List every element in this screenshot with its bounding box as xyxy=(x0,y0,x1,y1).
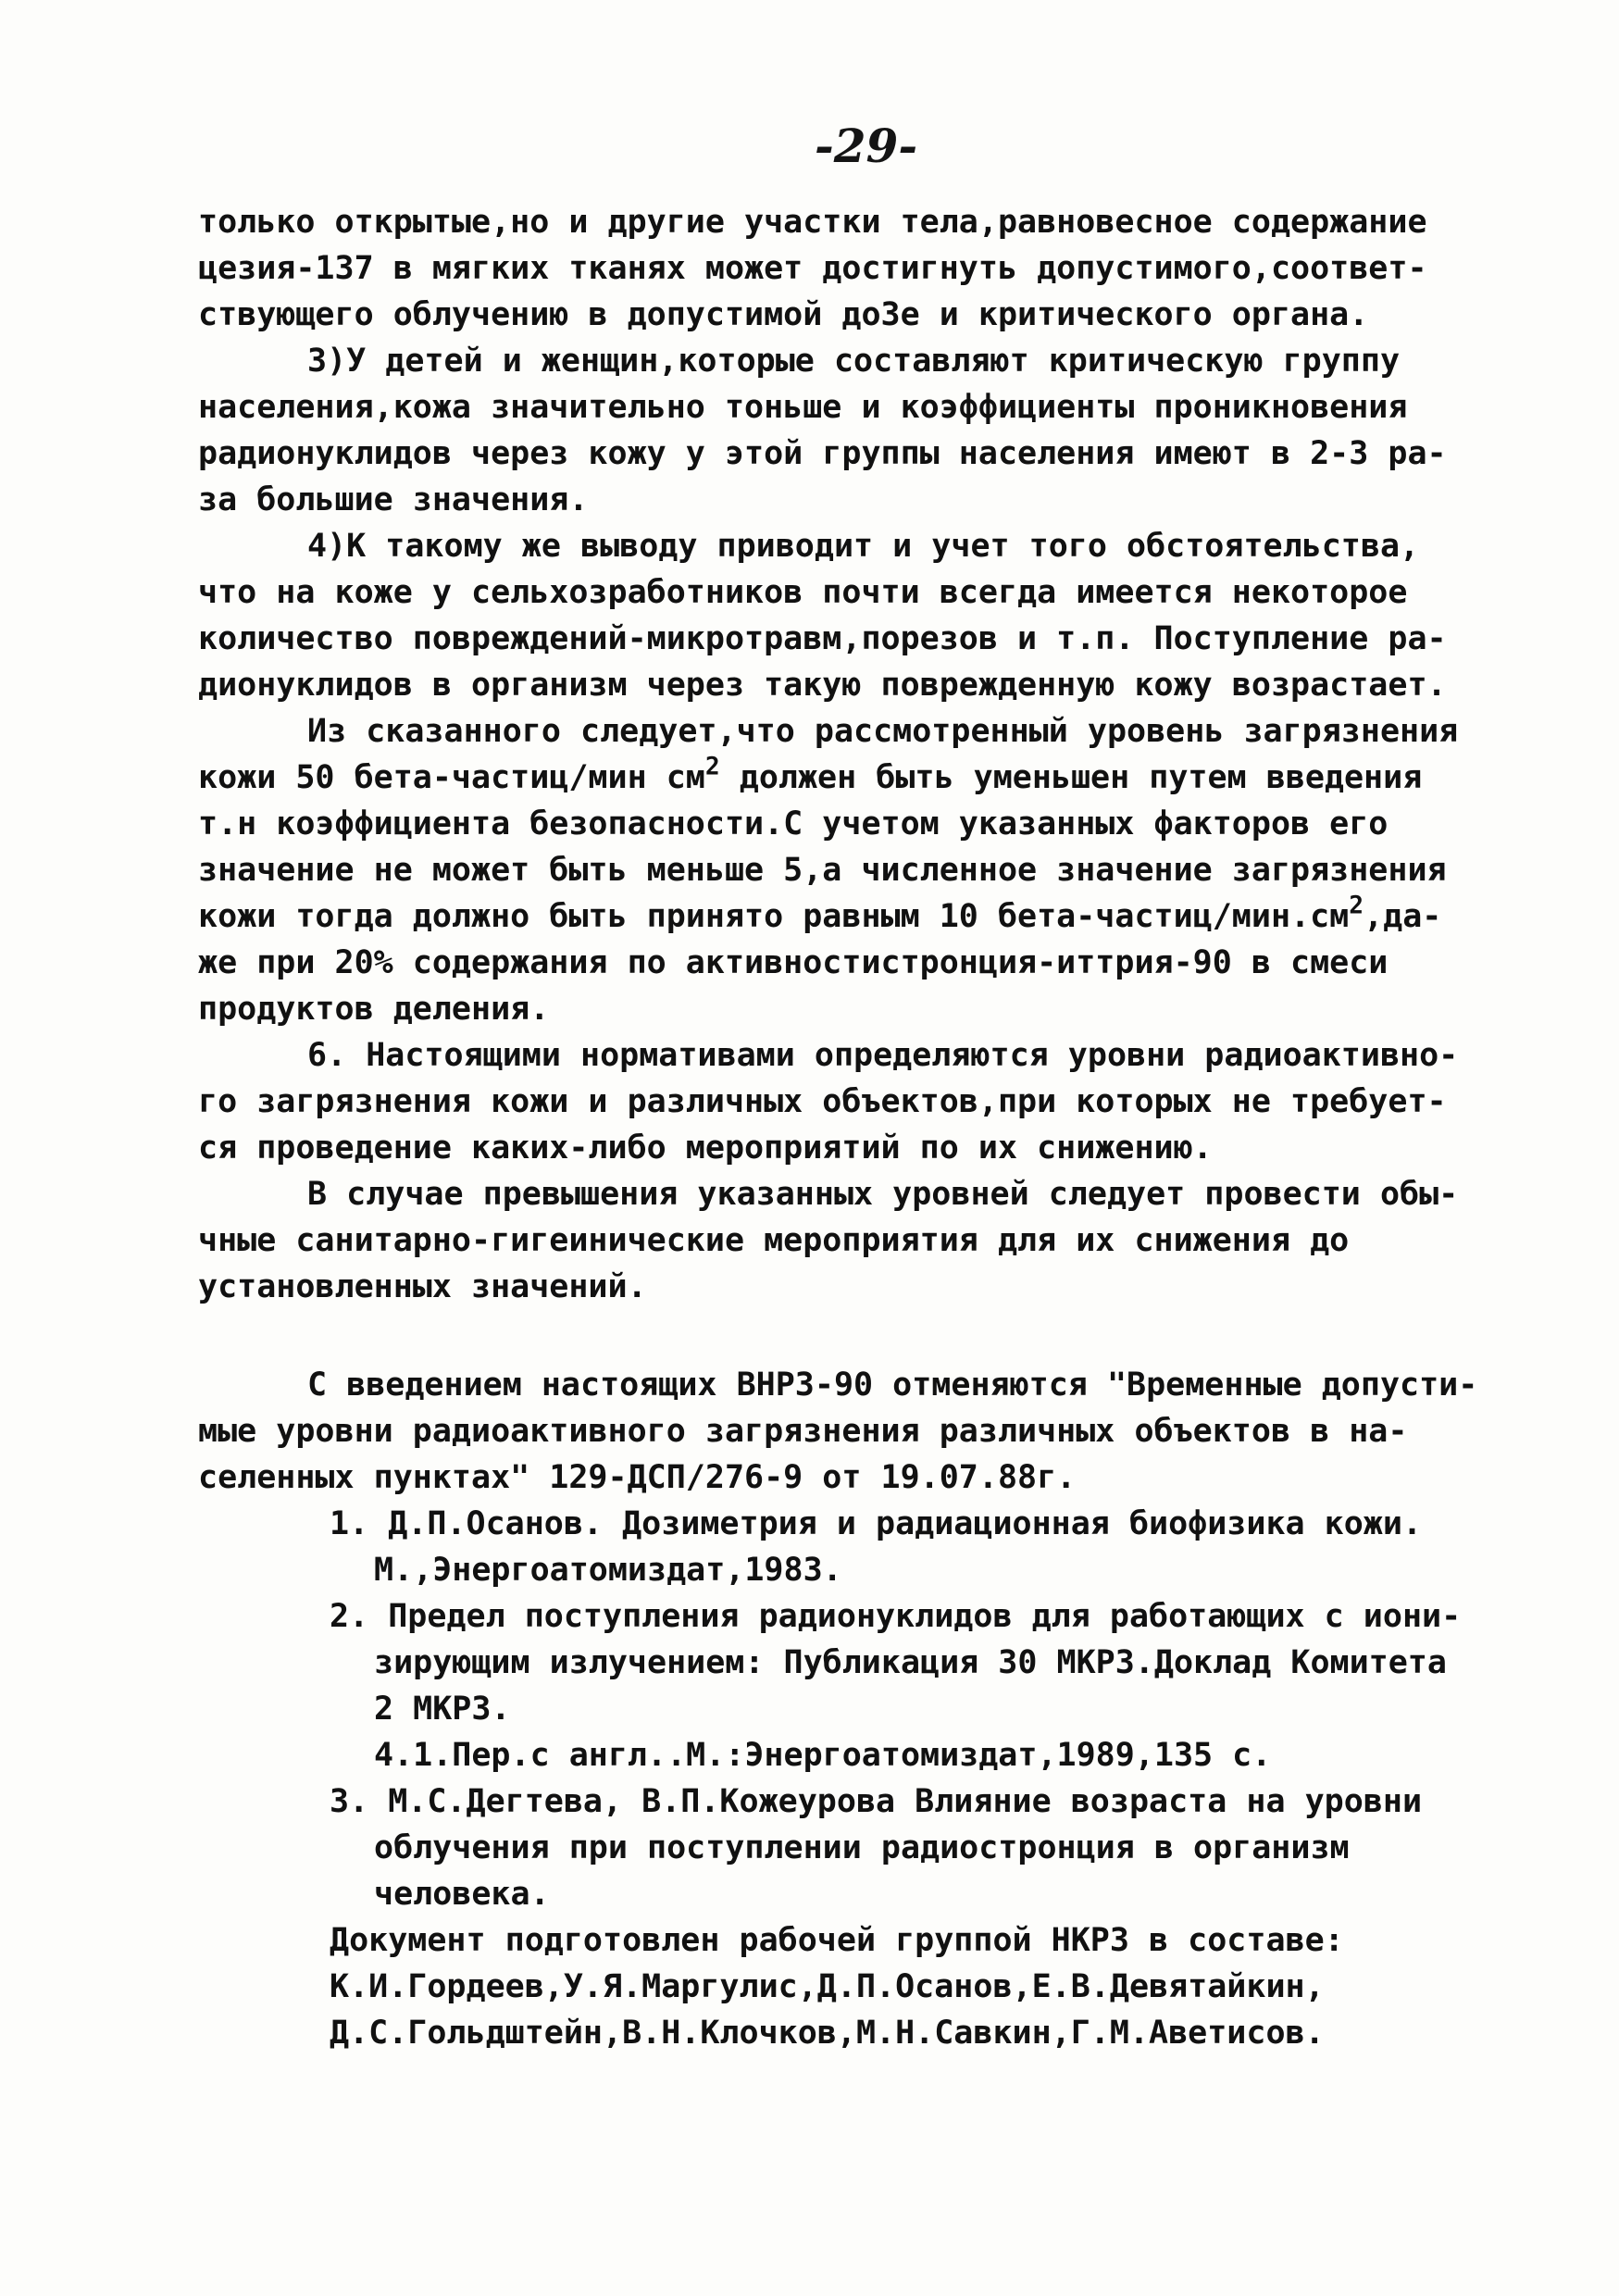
text-line xyxy=(198,755,1438,801)
paragraph-gap xyxy=(198,1310,1438,1362)
reference-item: 2. Предел поступления радионуклидов для работающих с иони- xyxy=(330,1598,1462,1635)
reference-item: 1. Д.П.Осанов. Дозиметрия и радиационная биофизика кожи. xyxy=(330,1505,1423,1542)
text-line: продуктов деления. xyxy=(198,991,550,1028)
text-line: установленных значений. xyxy=(198,1268,647,1305)
text-segment: ,да- xyxy=(1364,898,1442,935)
text-line: чные санитарно-гигеинические мероприятия для их снижения до xyxy=(198,1222,1350,1259)
text-line: количество повреждений-микротравм,порезов и т.п. Поступление ра- xyxy=(198,620,1447,657)
page-number: -29- xyxy=(815,119,918,173)
text-segment: кожи тогда должно быть принято равным 10 бета-частиц/мин.см xyxy=(198,898,1350,935)
text-line xyxy=(198,892,1442,940)
text-line: Документ подготовлен рабочей группой НКРЗ в составе: xyxy=(330,1922,1344,1959)
reference-item: 3. М.С.Дегтева, В.П.Кожеурова Влияние возраста на уровни xyxy=(330,1783,1423,1820)
text-line: значение не может быть меньше 5,а численное значение загрязнения xyxy=(198,852,1447,889)
text-line: В случае превышения указанных уровней следует провести обы- xyxy=(307,1176,1459,1213)
text-line: го загрязнения кожи и различных объектов,при которых не требует- xyxy=(198,1083,1447,1120)
text-line: 4)К такому же выводу приводит и учет того обстоятельства, xyxy=(307,528,1420,565)
text-line: за большие значения. xyxy=(198,481,589,518)
text-line: цезия-137 в мягких тканях может достигнуть допустимого,соответ- xyxy=(198,250,1427,287)
text-line: же при 20% содержания по активностистронция-иттрия-90 в смеси xyxy=(198,944,1389,981)
reference-item: облучения при поступлении радиостронция в организм xyxy=(374,1829,1350,1866)
text-line: дионуклидов в организм через такую поврежденную кожу возрастает. xyxy=(198,667,1447,704)
text-line: Из сказанного следует,что рассмотренный уровень загрязнения xyxy=(307,713,1459,750)
superscript: 2 xyxy=(704,753,720,781)
text-line: селенных пунктах" 129-ДСП/276-9 от 19.07.88г. xyxy=(198,1459,1077,1496)
text-line: ствующего облучению в допустимой доЗе и критического органа. xyxy=(198,296,1369,333)
text-line: Д.С.Гольдштейн,В.Н.Клочков,М.Н.Савкин,Г.М.Аветисов. xyxy=(330,2015,1325,2052)
reference-item: зирующим излучением: Публикация 30 МКРЗ.Доклад Комитета xyxy=(374,1644,1447,1681)
text-line: т.н коэффициента безопасности.С учетом указанных факторов его xyxy=(198,805,1389,842)
text-segment: кожи 50 бета-частиц/мин см xyxy=(198,759,705,796)
reference-item: человека. xyxy=(374,1876,550,1913)
text-line: 3)У детей и женщин,которые составляют критическую группу xyxy=(307,343,1401,380)
reference-item: 2 МКРЗ. xyxy=(374,1691,511,1728)
reference-item: М.,Энергоатомиздат,1983. xyxy=(374,1552,842,1589)
text-line: радионуклидов через кожу у этой группы населения имеют в 2-3 ра- xyxy=(198,435,1447,472)
text-line: только открытые,но и другие участки тела,равновесное содержание xyxy=(198,204,1427,241)
text-line: населения,кожа значительно тоньше и коэффициенты проникновения xyxy=(198,389,1408,426)
text-line: К.И.Гордеев,У.Я.Маргулис,Д.П.Осанов,Е.В.Девятайкин, xyxy=(330,1968,1325,2005)
text-line: 6. Настоящими нормативами определяются уровни радиоактивно- xyxy=(307,1037,1459,1074)
text-line: С введением настоящих ВНРЗ-90 отменяются "Временные допусти- xyxy=(307,1366,1478,1404)
reference-item: 4.1.Пер.с англ..М.:Энергоатомиздат,1989,135 с. xyxy=(374,1737,1272,1774)
text-line: что на коже у сельхозработников почти всегда имеется некоторое xyxy=(198,574,1408,611)
text-line: ся проведение каких-либо мероприятий по их снижению. xyxy=(198,1129,1213,1167)
text-line: мые уровни радиоактивного загрязнения различных объектов в на- xyxy=(198,1413,1408,1450)
text-segment: должен быть уменьшен путем введения xyxy=(719,759,1423,796)
body-text xyxy=(198,199,1478,2056)
superscript: 2 xyxy=(1349,892,1364,920)
